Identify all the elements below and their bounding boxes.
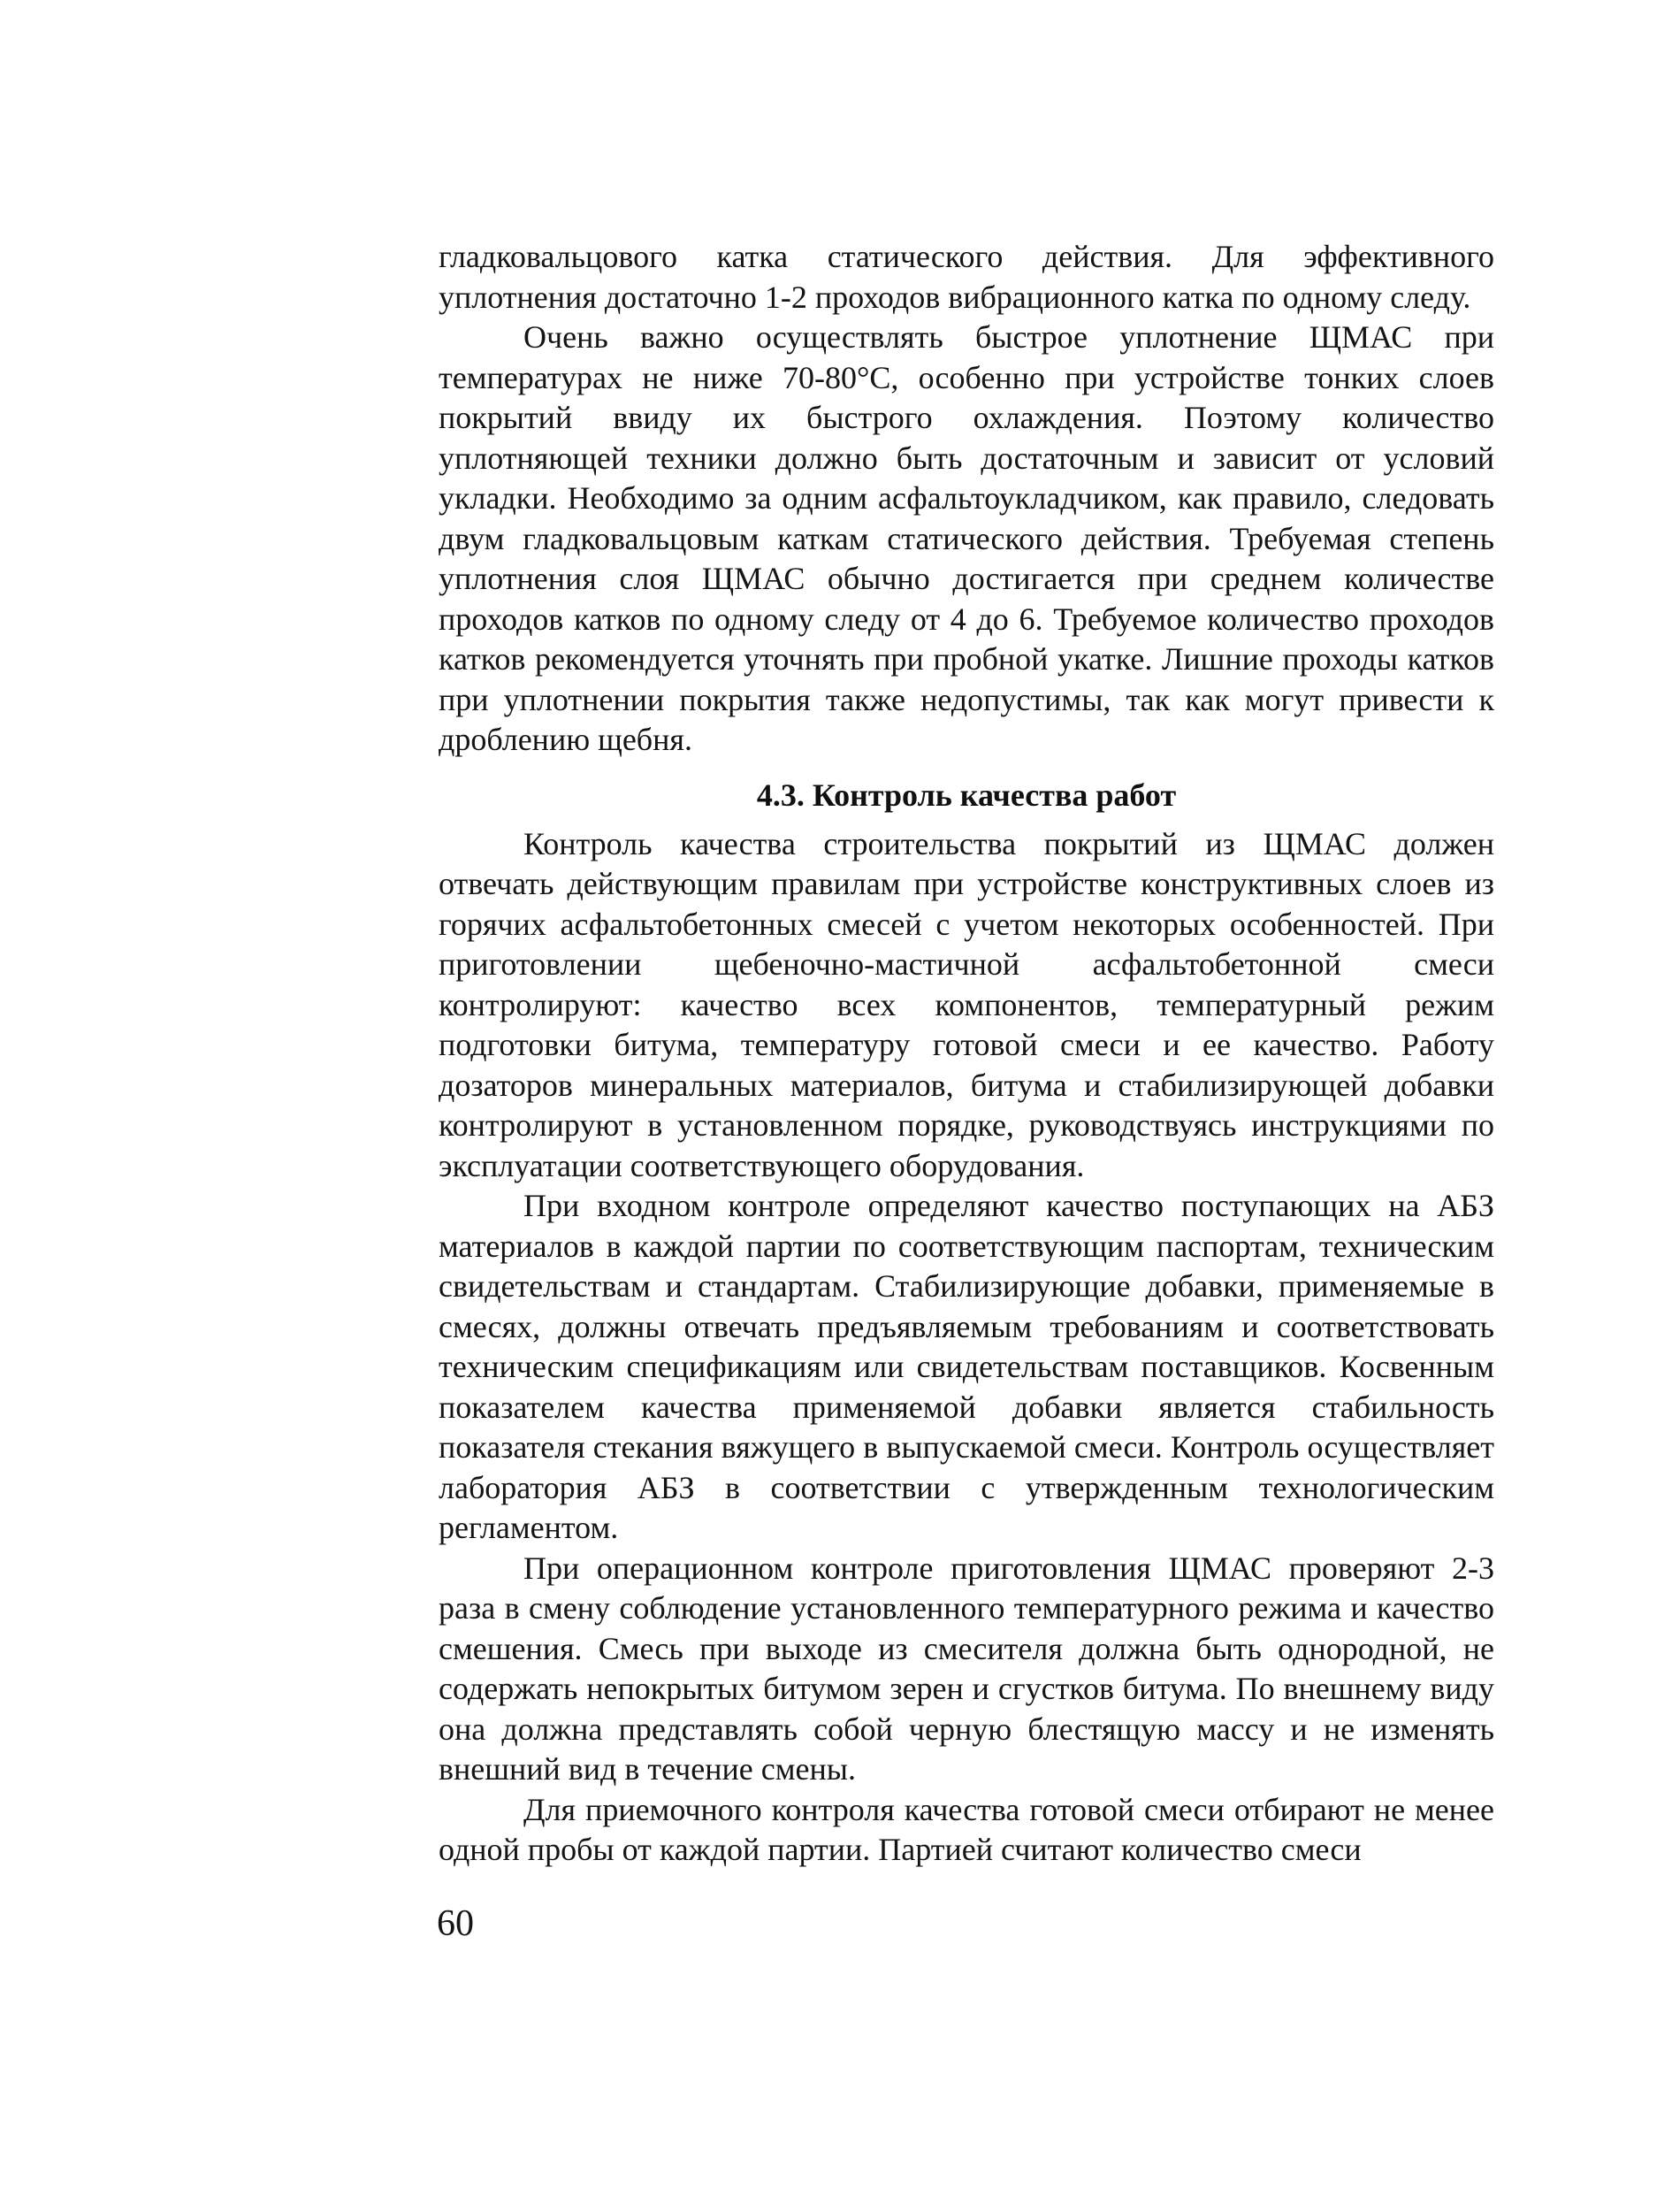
paragraph-operational-control: При операционном контроле приготовления ЩМАС проверяют 2-3 раза в смену соблюдение установленного температурного режима и качество смешения. Смесь при выходе из смесителя должна быть однородной, не содержать непокрытых битумом зерен и сгустков битума. По внешнему виду она должна представлять собой черную блестящую массу и не изменять внешний вид в течение смены.: [439, 1550, 1494, 1787]
paragraph-acceptance-control: Для приемочного контроля качества готовой смеси отбирают не менее одной пробы от каждой партии. Партией считают количество смеси: [439, 1791, 1494, 1867]
section-heading: 4.3. Контроль качества работ: [756, 777, 1177, 813]
paragraph-incoming-control: При входном контроле определяют качество поступающих на АБЗ материалов в каждой партии по соответствующим паспортам, техническим свидетельствам и стандартам. Стабилизирующие добавки, применяемые в смесях, должны отвечать предъявляемым требованиям и соответствовать техническим спецификациям или свидетельствам поставщиков. Косвенным показателем качества применяемой добавки является стабильность показателя стекания вяжущего в выпускаемой смеси. Контроль осуществляет лаборатория АБЗ в соответствии с утвержденным технологическим регламентом.: [439, 1188, 1494, 1545]
page-number: 60: [437, 1903, 474, 1944]
paragraph-continued: гладковальцового катка статического действия. Для эффективного уплотнения достаточно 1-2 проходов вибрационного катка по одному следу.: [439, 239, 1494, 315]
body-text: [439, 237, 1494, 1871]
paragraph-compaction: Очень важно осуществлять быстрое уплотнение ЩМАС при температурах не ниже 70-80°С, особенно при устройстве тонких слоев покрытий ввиду их быстрого охлаждения. Поэтому количество уплотняющей техники должно быть достаточным и зависит от условий укладки. Необходимо за одним асфальтоукладчиком, как правило, следовать двум гладковальцовым каткам статического действия. Требуемая степень уплотнения слоя ЩМАС обычно достигается при среднем количестве проходов катков по одному следу от 4 до 6. Требуемое количество проходов катков рекомендуется уточнять при пробной укатке. Лишние проходы катков при уплотнении покрытия также недопустимы, так как могут привести к дроблению щебня.: [439, 319, 1494, 757]
paragraph-quality-control: Контроль качества строительства покрытий из ЩМАС должен отвечать действующим правилам при устройстве конструктивных слоев из горячих асфальтобетонных смесей с учетом некоторых особенностей. При приготовлении щебеночно-мастичной асфальтобетонной смеси контролируют: качество всех компонентов, температурный режим подготовки битума, температуру готовой смеси и ее качество. Работу дозаторов минеральных материалов, битума и стабилизирующей добавки контролируют в установленном порядке, руководствуясь инструкциями по эксплуатации соответствующего оборудования.: [439, 825, 1494, 1183]
